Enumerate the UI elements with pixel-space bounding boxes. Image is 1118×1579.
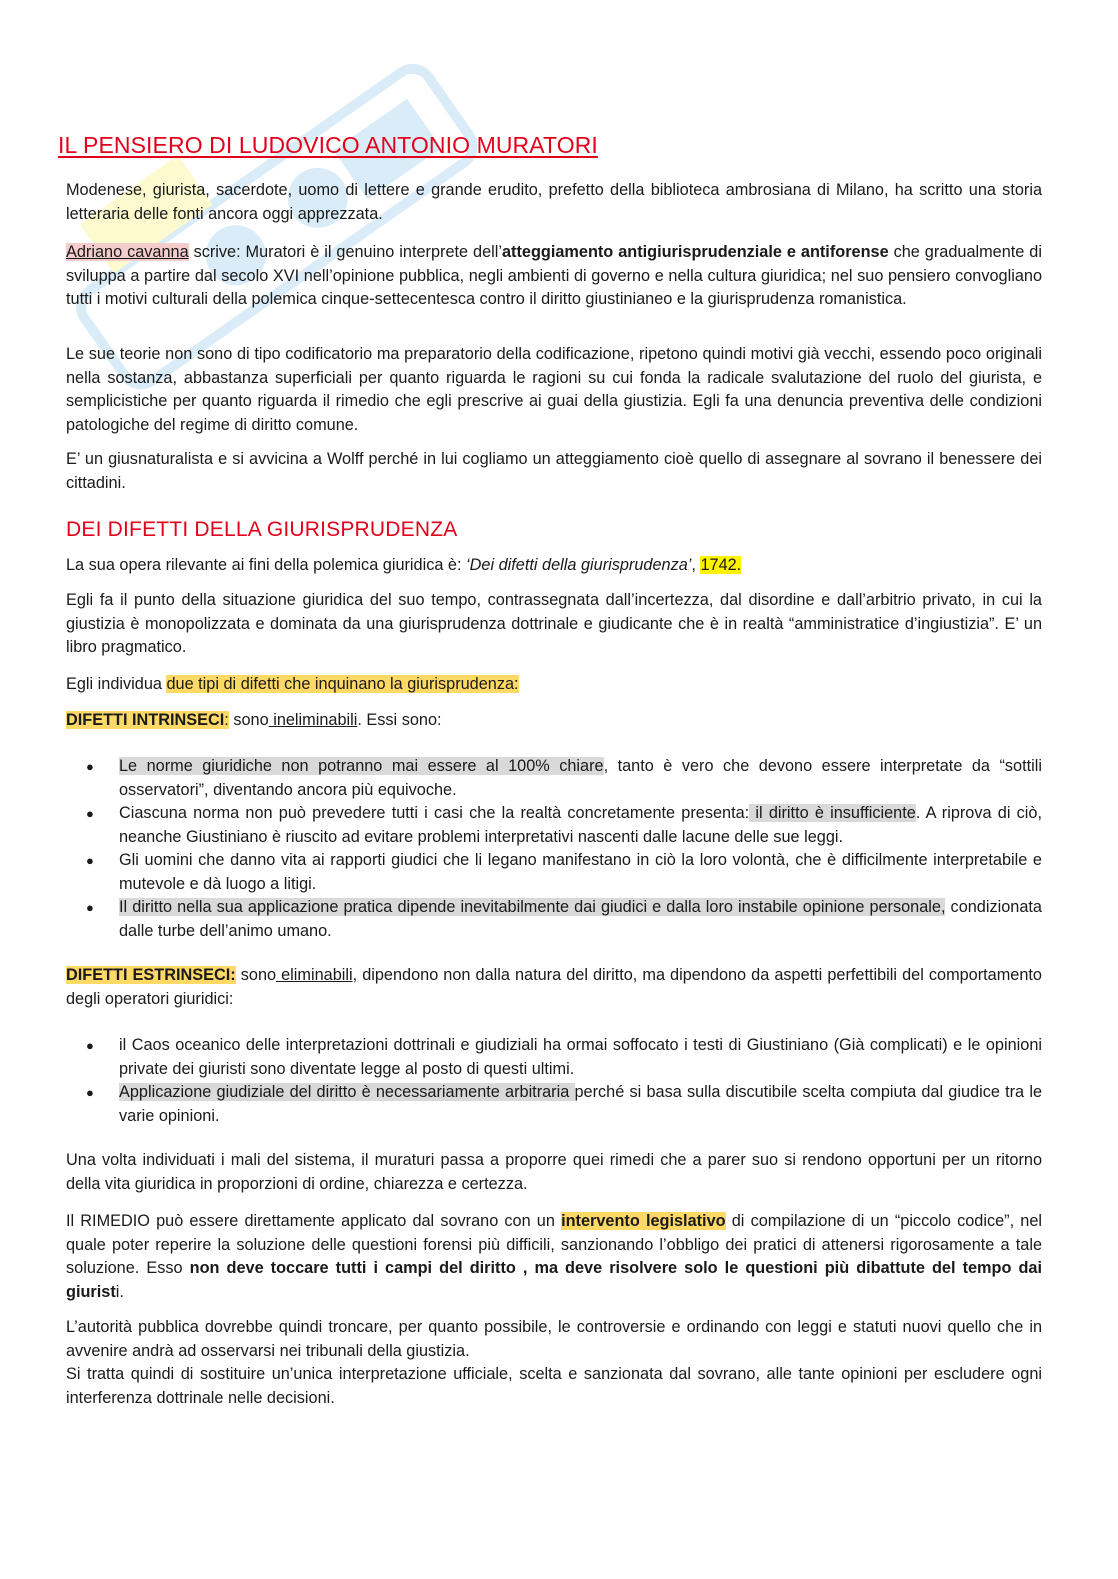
opera-title: ‘Dei difetti della giurisprudenza’: [466, 556, 692, 574]
intrinseci-underlined: ineliminabili: [268, 711, 358, 729]
estrinseci-label: DIFETTI ESTRINSECI:: [66, 966, 236, 984]
intrinseci-post: . Essi sono:: [357, 711, 442, 729]
estrinseci-heading: [66, 964, 1042, 1011]
item-text: il Caos oceanico delle interpretazioni dottrinali e giudiziali ha ormai soffocato i testi di Giustiniano (Già complicati) e le opinioni private dei giuristi sono diventate legge al posto di questi ultimi.: [119, 1036, 1042, 1078]
list-item: [66, 1081, 1042, 1128]
item-text: , tanto è vero che devono essere interpretate da “sottili osservatori”, diventando ancora più equivoche.: [119, 757, 1042, 799]
item-highlight: Applicazione giudiziale del diritto è necessariamente arbitraria: [119, 1083, 575, 1101]
cavanna-paragraph: [66, 241, 1042, 312]
cavanna-text-post: che gradualmente di sviluppa a partire dal secolo XVI nell’opinione pubblica, negli ambienti di governo e nella cultura giuridica; nel suo pensiero convogliano tutti i motivi culturali della polemica cinque-settecentesca contro il diritto giustinianeo e la giurisprudenza romanistica.: [66, 243, 1042, 308]
list-item: [66, 896, 1042, 943]
list-item: [66, 849, 1042, 896]
item-text: Gli uomini che danno vita ai rapporti giudici che li legano manifestano in ciò la loro volontà, che è difficilmente interpretabile e mutevole e dà luogo a litigi.: [119, 851, 1042, 893]
intro-paragraph: Modenese, giurista, sacerdote, uomo di lettere e grande erudito, prefetto della biblioteca ambrosiana di Milano, ha scritto una storia letteraria delle fonti ancora oggi apprezzata.: [66, 181, 1042, 223]
opera-year: 1742.: [700, 556, 742, 574]
intrinseci-list: [66, 755, 1042, 943]
giusnaturalista-paragraph: E’ un giusnaturalista e si avvicina a Wolff perché in lui cogliamo un atteggiamento cioè quello di assegnare al sovrano il benessere dei cittadini.: [66, 450, 1042, 492]
individua-highlight: due tipi di difetti che inquinano la giurisprudenza:: [166, 675, 519, 693]
individua-paragraph: [66, 673, 1042, 697]
bullet-icon: ●: [86, 853, 94, 868]
bullet-icon: ●: [86, 1085, 94, 1100]
intrinseci-heading: [66, 709, 1042, 733]
item-highlight: Le norme giuridiche non potranno mai essere al 100% chiare: [119, 757, 604, 775]
item-text: perché si basa sulla discutibile scelta compiuta dal giudice tra le varie opinioni.: [119, 1083, 1042, 1125]
item-text: Ciascuna norma non può prevedere tutti i casi che la realtà concretamente presenta:: [119, 804, 750, 822]
cavanna-bold: atteggiamento antigiurisprudenziale e antiforense: [501, 243, 889, 261]
item-text: . A riprova di ciò, neanche Giustiniano è riuscito ad evitare problemi interpretativi nascenti dalle lacune delle sue leggi.: [119, 804, 1042, 846]
opera-sep: ,: [691, 556, 701, 574]
individua-pre: Egli individua: [66, 675, 167, 693]
item-text: condizionata dalle turbe dell’animo umano.: [119, 898, 1042, 940]
estrinseci-list: [66, 1034, 1042, 1128]
rimedio-bold: non deve toccare tutti i campi del diritto , ma deve risolvere solo le questioni più dibattute del tempo dai giurist: [66, 1259, 1042, 1301]
item-highlight: Il diritto nella sua applicazione pratica dipende inevitabilmente dai giudici e dalla loro instabile opinione personale,: [119, 898, 946, 916]
rimedio-pre: Il RIMEDIO può essere direttamente applicato dal sovrano con un: [66, 1212, 562, 1230]
estrinseci-mid: sono: [235, 966, 277, 984]
cavanna-text-pre: scrive: Muratori è il genuino interprete dell’: [188, 243, 502, 261]
list-item: [66, 755, 1042, 802]
rimedio-post: i.: [115, 1282, 124, 1301]
intrinseci-colon: :: [224, 711, 229, 729]
list-item: [66, 1034, 1042, 1081]
bullet-icon: ●: [86, 759, 94, 774]
estrinseci-underlined: eliminabili,: [276, 966, 358, 984]
rimedio-mid: di compilazione di un “piccolo codice”, nel quale poter reperire la soluzione delle questioni forensi più difficili, sanzionando l’obbligo dei pratici di attenersi rigorosamente a tale soluzione. Esso: [66, 1212, 1042, 1277]
page-title: IL PENSIERO DI LUDOVICO ANTONIO MURATORI: [58, 132, 598, 158]
list-item: [66, 802, 1042, 849]
cavanna-name: Adriano cavanna: [66, 243, 189, 261]
opera-pre: La sua opera rilevante ai fini della polemica giuridica è:: [66, 556, 467, 574]
rimedi-paragraph: Una volta individuati i mali del sistema, il muraturi passa a proporre quei rimedi che a parer suo si rendono opportuni per un ritorno della vita giuridica in proporzioni di ordine, chiarezza e certezza.: [66, 1151, 1042, 1193]
estrinseci-post: dipendono non dalla natura del diritto, ma dipendono da aspetti perfettibili del comportamento degli operatori giuridici:: [66, 966, 1042, 1008]
teorie-paragraph: Le sue teorie non sono di tipo codificatorio ma preparatorio della codificazione, ripetono quindi motivi già vecchi, essendo poco originali nella sostanza, abbastanza superficiali per quanto riguarda le ragioni su cui fonda la radicale svalutazione del ruolo del giurista, e semplicistiche per quanto riguarda il rimedio che egli prescrive ai guai della giustizia. Egli fa una denuncia preventiva delle condizioni patologiche del regime di diritto comune.: [66, 345, 1042, 434]
situazione-paragraph: Egli fa il punto della situazione giuridica del suo tempo, contrassegnata dall’incertezza, dal disordine e dall’arbitrio privato, in cui la giustizia è monopolizzata e dominata da una giurisprudenza dottrinale e giudicante che è in realtà “amministratice d’ingiustizia”. E’ un libro pragmatico.: [66, 591, 1042, 656]
bullet-icon: ●: [86, 900, 94, 915]
opera-paragraph: [66, 554, 1042, 578]
section-title: DEI DIFETTI DELLA GIURISPRUDENZA: [66, 518, 458, 541]
intrinseci-label: DIFETTI INTRINSECI: [66, 711, 225, 729]
intrinseci-mid: sono: [228, 711, 269, 729]
tratta-paragraph: Si tratta quindi di sostituire un’unica interpretazione ufficiale, scelta e sanzionata dal sovrano, alle tante opinioni per escludere ogni interferenza dottrinale nelle decisioni.: [66, 1365, 1042, 1407]
item-highlight: il diritto è insufficiente: [749, 804, 916, 822]
bullet-icon: ●: [86, 806, 94, 821]
rimedio-paragraph: [66, 1210, 1042, 1304]
autorita-paragraph: L’autorità pubblica dovrebbe quindi troncare, per quanto possibile, le controversie e ordinando con leggi e statuti nuovi quello che in avvenire andrà ad osservarsi nei tribunali della giustizia.: [66, 1318, 1042, 1360]
rimedio-highlight: intervento legislativo: [561, 1212, 726, 1230]
bullet-icon: ●: [86, 1038, 94, 1053]
